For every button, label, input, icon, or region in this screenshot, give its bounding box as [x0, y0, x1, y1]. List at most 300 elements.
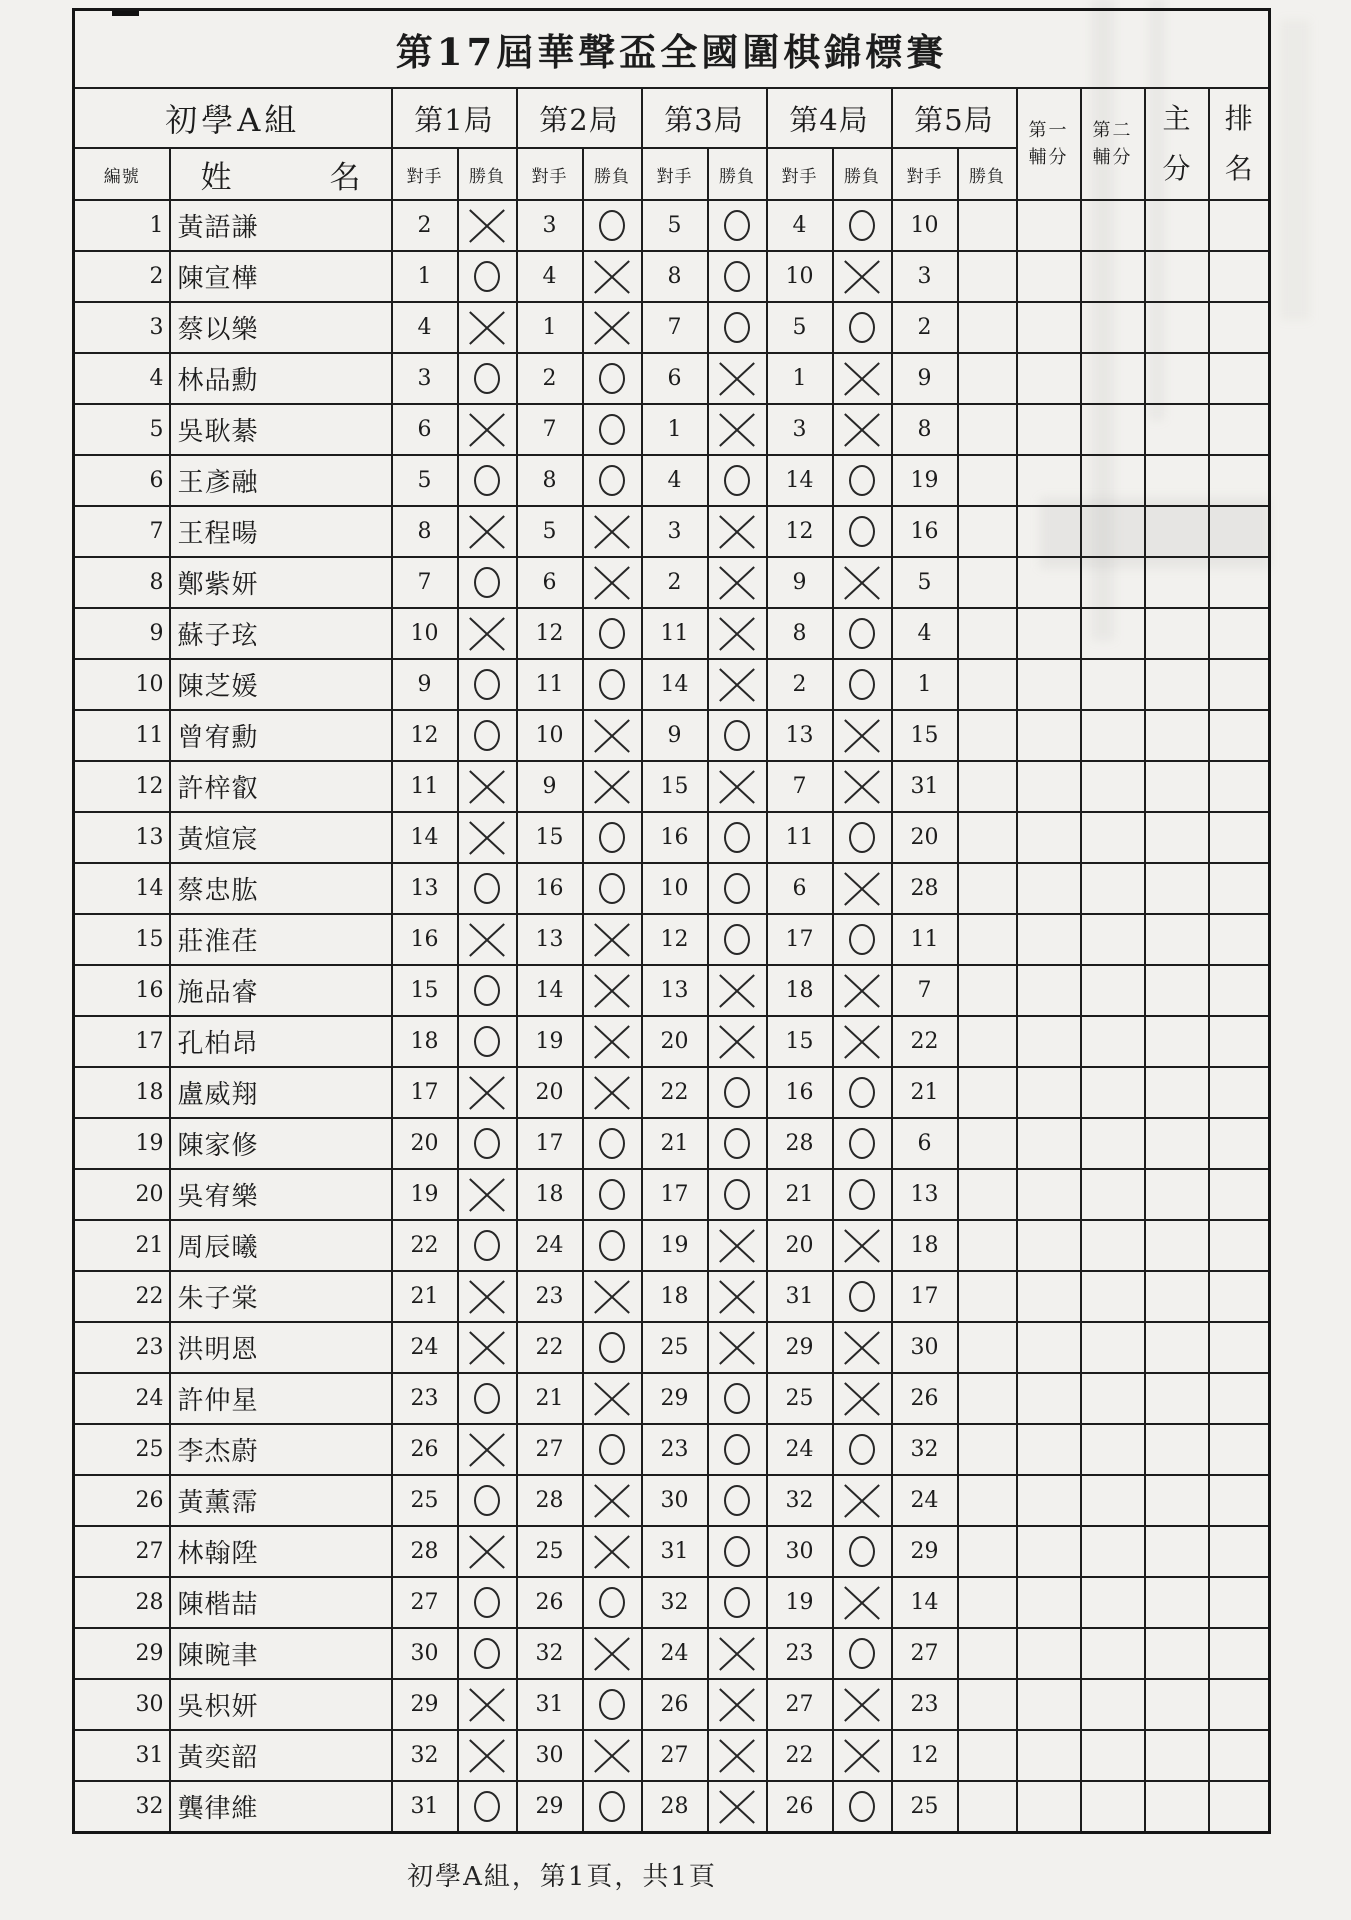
- result-cell: [958, 1016, 1017, 1067]
- opponent-cell: 5: [767, 302, 833, 353]
- result-cell: [458, 1475, 517, 1526]
- win-mark: [849, 210, 875, 241]
- player-name-cell: 孔柏昂: [170, 1016, 392, 1067]
- opponent-cell: 11: [892, 914, 958, 965]
- opponent-cell: 18: [392, 1016, 458, 1067]
- rank-cell: [1209, 863, 1270, 914]
- player-name-cell: 黃奕韶: [170, 1730, 392, 1781]
- opponent-header: 對手: [767, 148, 833, 200]
- player-row: [74, 1526, 1270, 1577]
- opponent-cell: 2: [892, 302, 958, 353]
- main-score-cell: [1145, 710, 1209, 761]
- main-score-cell: [1145, 1475, 1209, 1526]
- result-cell: [958, 1271, 1017, 1322]
- result-cell: [833, 404, 892, 455]
- player-row: [74, 1067, 1270, 1118]
- player-name-cell: 周辰曦: [170, 1220, 392, 1271]
- result-cell: [458, 608, 517, 659]
- player-number-cell: 8: [74, 557, 170, 608]
- result-cell: [833, 506, 892, 557]
- opponent-cell: 31: [892, 761, 958, 812]
- player-number-cell: 2: [74, 251, 170, 302]
- main-score-cell: [1145, 1169, 1209, 1220]
- loss-mark: [470, 1279, 504, 1315]
- aux1-score-cell: [1017, 1577, 1081, 1628]
- player-row: [74, 914, 1270, 965]
- main-score-cell: [1145, 1271, 1209, 1322]
- main-score-cell: [1145, 1526, 1209, 1577]
- opponent-cell: 15: [392, 965, 458, 1016]
- main-score-cell: [1145, 506, 1209, 557]
- opponent-cell: 13: [767, 710, 833, 761]
- loss-mark: [720, 1738, 754, 1774]
- main-score-cell: [1145, 302, 1209, 353]
- win-mark: [599, 873, 625, 904]
- opponent-cell: 7: [642, 302, 708, 353]
- opponent-cell: 5: [392, 455, 458, 506]
- opponent-cell: 24: [392, 1322, 458, 1373]
- result-cell: [833, 761, 892, 812]
- result-cell: [958, 1373, 1017, 1424]
- result-cell: [833, 557, 892, 608]
- opponent-cell: 14: [392, 812, 458, 863]
- result-cell: [708, 302, 767, 353]
- loss-mark: [470, 1738, 504, 1774]
- win-mark: [474, 1587, 500, 1618]
- result-cell: [708, 1526, 767, 1577]
- rank-cell: [1209, 659, 1270, 710]
- aux2-score-cell: [1081, 710, 1145, 761]
- player-name-cell: 蘇子玹: [170, 608, 392, 659]
- player-number-cell: 31: [74, 1730, 170, 1781]
- result-cell: [458, 914, 517, 965]
- main-score-cell: [1145, 1220, 1209, 1271]
- opponent-cell: 28: [892, 863, 958, 914]
- aux2-score-cell: [1081, 1373, 1145, 1424]
- opponent-cell: 27: [892, 1628, 958, 1679]
- win-mark: [849, 312, 875, 343]
- id-header: 編號: [74, 148, 170, 200]
- aux1-score-cell: [1017, 251, 1081, 302]
- rank-cell: [1209, 1271, 1270, 1322]
- result-cell: [583, 761, 642, 812]
- opponent-cell: 2: [517, 353, 583, 404]
- player-number-cell: 4: [74, 353, 170, 404]
- loss-mark: [720, 667, 754, 703]
- opponent-cell: 9: [767, 557, 833, 608]
- opponent-cell: 24: [517, 1220, 583, 1271]
- opponent-cell: 26: [517, 1577, 583, 1628]
- win-mark: [724, 1536, 750, 1567]
- loss-mark: [470, 208, 504, 244]
- opponent-cell: 12: [392, 710, 458, 761]
- opponent-cell: 8: [767, 608, 833, 659]
- rank-cell: [1209, 1577, 1270, 1628]
- result-cell: [708, 710, 767, 761]
- win-mark: [849, 1128, 875, 1159]
- loss-mark: [470, 1687, 504, 1723]
- opponent-cell: 17: [892, 1271, 958, 1322]
- result-cell: [583, 863, 642, 914]
- opponent-cell: 22: [642, 1067, 708, 1118]
- result-cell: [708, 812, 767, 863]
- loss-mark: [720, 361, 754, 397]
- aux2-score-cell: [1081, 1169, 1145, 1220]
- opponent-cell: 16: [767, 1067, 833, 1118]
- result-cell: [708, 200, 767, 251]
- result-cell: [833, 455, 892, 506]
- win-mark: [599, 1179, 625, 1210]
- win-mark: [724, 1434, 750, 1465]
- aux2-score-cell: [1081, 1220, 1145, 1271]
- main-score-cell: [1145, 251, 1209, 302]
- player-number-cell: 23: [74, 1322, 170, 1373]
- result-cell: [458, 1271, 517, 1322]
- loss-mark: [720, 1279, 754, 1315]
- aux2-score-cell: [1081, 965, 1145, 1016]
- player-row: [74, 863, 1270, 914]
- player-name-cell: 蔡忠肱: [170, 863, 392, 914]
- loss-mark: [595, 1381, 629, 1417]
- result-cell: [958, 965, 1017, 1016]
- opponent-cell: 8: [892, 404, 958, 455]
- player-number-cell: 25: [74, 1424, 170, 1475]
- result-cell: [833, 1577, 892, 1628]
- opponent-cell: 22: [892, 1016, 958, 1067]
- aux2-score-cell: [1081, 404, 1145, 455]
- opponent-cell: 14: [767, 455, 833, 506]
- player-name-cell: 盧威翔: [170, 1067, 392, 1118]
- opponent-cell: 28: [392, 1526, 458, 1577]
- loss-mark: [470, 1534, 504, 1570]
- result-cell: [583, 506, 642, 557]
- opponent-cell: 17: [767, 914, 833, 965]
- player-number-cell: 12: [74, 761, 170, 812]
- rank-cell: [1209, 812, 1270, 863]
- opponent-cell: 9: [642, 710, 708, 761]
- result-cell: [958, 200, 1017, 251]
- win-mark: [724, 1077, 750, 1108]
- player-name-cell: 陳晼聿: [170, 1628, 392, 1679]
- result-cell: [958, 557, 1017, 608]
- opponent-cell: 4: [642, 455, 708, 506]
- result-cell: [708, 1016, 767, 1067]
- rank-cell: [1209, 1730, 1270, 1781]
- result-cell: [833, 1679, 892, 1730]
- player-row: [74, 506, 1270, 557]
- player-name-cell: 鄭紫妍: [170, 557, 392, 608]
- win-mark: [724, 1383, 750, 1414]
- aux2-score-cell: [1081, 1322, 1145, 1373]
- result-cell: [833, 965, 892, 1016]
- rank-cell: [1209, 1424, 1270, 1475]
- result-cell: [833, 1067, 892, 1118]
- opponent-cell: 20: [642, 1016, 708, 1067]
- result-cell: [583, 1424, 642, 1475]
- opponent-header: 對手: [517, 148, 583, 200]
- loss-mark: [595, 514, 629, 550]
- win-mark: [849, 516, 875, 547]
- loss-mark: [845, 1585, 879, 1621]
- loss-mark: [595, 1534, 629, 1570]
- aux2-score-cell: [1081, 506, 1145, 557]
- opponent-cell: 7: [892, 965, 958, 1016]
- aux2-score-cell: [1081, 1271, 1145, 1322]
- aux1-score-cell: [1017, 812, 1081, 863]
- loss-mark: [845, 1024, 879, 1060]
- main-score-cell: [1145, 1373, 1209, 1424]
- win-mark: [599, 465, 625, 496]
- player-name-cell: 陳楷喆: [170, 1577, 392, 1628]
- result-cell: [458, 863, 517, 914]
- opponent-cell: 28: [767, 1118, 833, 1169]
- result-cell: [708, 1781, 767, 1833]
- result-cell: [958, 914, 1017, 965]
- loss-mark: [595, 1024, 629, 1060]
- main-score-cell: [1145, 761, 1209, 812]
- opponent-cell: 29: [767, 1322, 833, 1373]
- result-cell: [833, 1169, 892, 1220]
- opponent-cell: 6: [892, 1118, 958, 1169]
- opponent-cell: 1: [642, 404, 708, 455]
- win-mark: [849, 822, 875, 853]
- win-mark: [474, 975, 500, 1006]
- result-cell: [833, 353, 892, 404]
- opponent-cell: 32: [392, 1730, 458, 1781]
- player-row: [74, 1475, 1270, 1526]
- opponent-cell: 1: [517, 302, 583, 353]
- opponent-cell: 16: [892, 506, 958, 557]
- player-number-cell: 7: [74, 506, 170, 557]
- opponent-cell: 4: [892, 608, 958, 659]
- player-row: [74, 455, 1270, 506]
- aux1-score-cell: [1017, 608, 1081, 659]
- opponent-cell: 12: [892, 1730, 958, 1781]
- result-cell: [958, 761, 1017, 812]
- result-cell: [708, 353, 767, 404]
- result-cell: [958, 404, 1017, 455]
- loss-mark: [470, 1432, 504, 1468]
- result-header: 勝負: [958, 148, 1017, 200]
- aux2-line2: 輔分: [1092, 147, 1133, 168]
- player-row: [74, 965, 1270, 1016]
- player-number-cell: 18: [74, 1067, 170, 1118]
- result-cell: [958, 1067, 1017, 1118]
- player-row: [74, 404, 1270, 455]
- result-cell: [833, 1016, 892, 1067]
- win-mark: [474, 261, 500, 292]
- result-cell: [708, 557, 767, 608]
- player-row: [74, 1322, 1270, 1373]
- result-cell: [583, 1628, 642, 1679]
- result-cell: [833, 1526, 892, 1577]
- main-score-cell: [1145, 1679, 1209, 1730]
- loss-mark: [595, 973, 629, 1009]
- opponent-cell: 7: [767, 761, 833, 812]
- result-cell: [458, 659, 517, 710]
- result-cell: [583, 1271, 642, 1322]
- rank-cell: [1209, 200, 1270, 251]
- aux2-score-cell: [1081, 1679, 1145, 1730]
- loss-mark: [595, 1738, 629, 1774]
- win-mark: [599, 1791, 625, 1822]
- player-name-cell: 李杰蔚: [170, 1424, 392, 1475]
- result-cell: [708, 914, 767, 965]
- loss-mark: [845, 565, 879, 601]
- result-cell: [833, 608, 892, 659]
- opponent-cell: 19: [767, 1577, 833, 1628]
- win-mark: [599, 1128, 625, 1159]
- player-number-cell: 30: [74, 1679, 170, 1730]
- name-header-given: 名: [329, 159, 361, 196]
- opponent-cell: 32: [642, 1577, 708, 1628]
- result-header: 勝負: [583, 148, 642, 200]
- result-cell: [708, 863, 767, 914]
- rank-cell: [1209, 1781, 1270, 1833]
- aux1-score-cell: [1017, 1271, 1081, 1322]
- result-cell: [583, 1322, 642, 1373]
- rank-cell: [1209, 1475, 1270, 1526]
- loss-mark: [470, 922, 504, 958]
- opponent-cell: 22: [767, 1730, 833, 1781]
- opponent-cell: 29: [892, 1526, 958, 1577]
- player-number-cell: 27: [74, 1526, 170, 1577]
- result-cell: [958, 863, 1017, 914]
- group-header-row: [74, 88, 1270, 148]
- result-cell: [583, 1067, 642, 1118]
- result-cell: [833, 1271, 892, 1322]
- win-mark: [724, 822, 750, 853]
- result-cell: [708, 1322, 767, 1373]
- rank-cell: [1209, 404, 1270, 455]
- rank-cell: [1209, 608, 1270, 659]
- player-name-cell: 王程暘: [170, 506, 392, 557]
- opponent-cell: 19: [642, 1220, 708, 1271]
- opponent-cell: 20: [767, 1220, 833, 1271]
- loss-mark: [595, 310, 629, 346]
- loss-mark: [845, 1381, 879, 1417]
- result-cell: [708, 1271, 767, 1322]
- opponent-cell: 1: [392, 251, 458, 302]
- result-cell: [833, 1424, 892, 1475]
- player-row: [74, 200, 1270, 251]
- opponent-cell: 22: [517, 1322, 583, 1373]
- result-cell: [958, 506, 1017, 557]
- win-mark: [599, 1230, 625, 1261]
- result-cell: [708, 1475, 767, 1526]
- loss-mark: [595, 565, 629, 601]
- opponent-header: 對手: [892, 148, 958, 200]
- aux2-score-cell: [1081, 1475, 1145, 1526]
- loss-mark: [470, 820, 504, 856]
- opponent-cell: 31: [642, 1526, 708, 1577]
- rank-cell: [1209, 251, 1270, 302]
- player-name-cell: 曾宥勳: [170, 710, 392, 761]
- title-row: [74, 10, 1270, 89]
- opponent-cell: 30: [517, 1730, 583, 1781]
- player-name-cell: 林翰陞: [170, 1526, 392, 1577]
- result-cell: [458, 761, 517, 812]
- opponent-cell: 12: [642, 914, 708, 965]
- result-cell: [458, 353, 517, 404]
- player-row: [74, 1424, 1270, 1475]
- result-cell: [458, 1577, 517, 1628]
- rank-cell: [1209, 1679, 1270, 1730]
- result-cell: [708, 1730, 767, 1781]
- result-cell: [583, 1220, 642, 1271]
- opponent-cell: 18: [892, 1220, 958, 1271]
- rank-cell: [1209, 506, 1270, 557]
- opponent-cell: 20: [517, 1067, 583, 1118]
- opponent-cell: 25: [517, 1526, 583, 1577]
- player-name-cell: 蔡以樂: [170, 302, 392, 353]
- opponent-cell: 23: [767, 1628, 833, 1679]
- result-cell: [458, 1781, 517, 1833]
- opponent-cell: 17: [642, 1169, 708, 1220]
- aux2-score-cell: [1081, 455, 1145, 506]
- main-score-cell: [1145, 1322, 1209, 1373]
- result-cell: [958, 1118, 1017, 1169]
- opponent-cell: 26: [392, 1424, 458, 1475]
- player-name-cell: 莊淮荏: [170, 914, 392, 965]
- rank-cell: [1209, 1220, 1270, 1271]
- aux2-score-cell: [1081, 1730, 1145, 1781]
- rank-cell: [1209, 914, 1270, 965]
- aux2-score-cell: [1081, 1577, 1145, 1628]
- main-score-cell: [1145, 659, 1209, 710]
- result-cell: [458, 812, 517, 863]
- result-cell: [708, 1679, 767, 1730]
- opponent-cell: 20: [392, 1118, 458, 1169]
- loss-mark: [845, 1483, 879, 1519]
- opponent-cell: 7: [392, 557, 458, 608]
- result-cell: [958, 455, 1017, 506]
- opponent-cell: 3: [392, 353, 458, 404]
- aux1-score-cell: [1017, 1016, 1081, 1067]
- result-cell: [958, 1730, 1017, 1781]
- result-cell: [583, 812, 642, 863]
- loss-mark: [845, 871, 879, 907]
- win-mark: [724, 1587, 750, 1618]
- opponent-cell: 11: [767, 812, 833, 863]
- aux1-score-cell: [1017, 1781, 1081, 1833]
- win-mark: [724, 1485, 750, 1516]
- result-cell: [833, 1118, 892, 1169]
- result-cell: [458, 1169, 517, 1220]
- opponent-cell: 2: [392, 200, 458, 251]
- opponent-cell: 8: [392, 506, 458, 557]
- opponent-cell: 15: [517, 812, 583, 863]
- result-cell: [458, 404, 517, 455]
- aux2-score-cell: [1081, 1781, 1145, 1833]
- opponent-cell: 8: [642, 251, 708, 302]
- result-cell: [833, 863, 892, 914]
- aux2-score-cell: [1081, 1526, 1145, 1577]
- aux2-score-cell: [1081, 1628, 1145, 1679]
- opponent-cell: 10: [642, 863, 708, 914]
- opponent-cell: 8: [517, 455, 583, 506]
- rank-cell: [1209, 1526, 1270, 1577]
- player-number-cell: 20: [74, 1169, 170, 1220]
- player-number-cell: 22: [74, 1271, 170, 1322]
- main-score-cell: [1145, 557, 1209, 608]
- result-cell: [458, 1424, 517, 1475]
- win-mark: [474, 363, 500, 394]
- opponent-cell: 17: [517, 1118, 583, 1169]
- rank-line1: 排: [1224, 102, 1253, 135]
- result-cell: [458, 251, 517, 302]
- aux1-score-cell: [1017, 1526, 1081, 1577]
